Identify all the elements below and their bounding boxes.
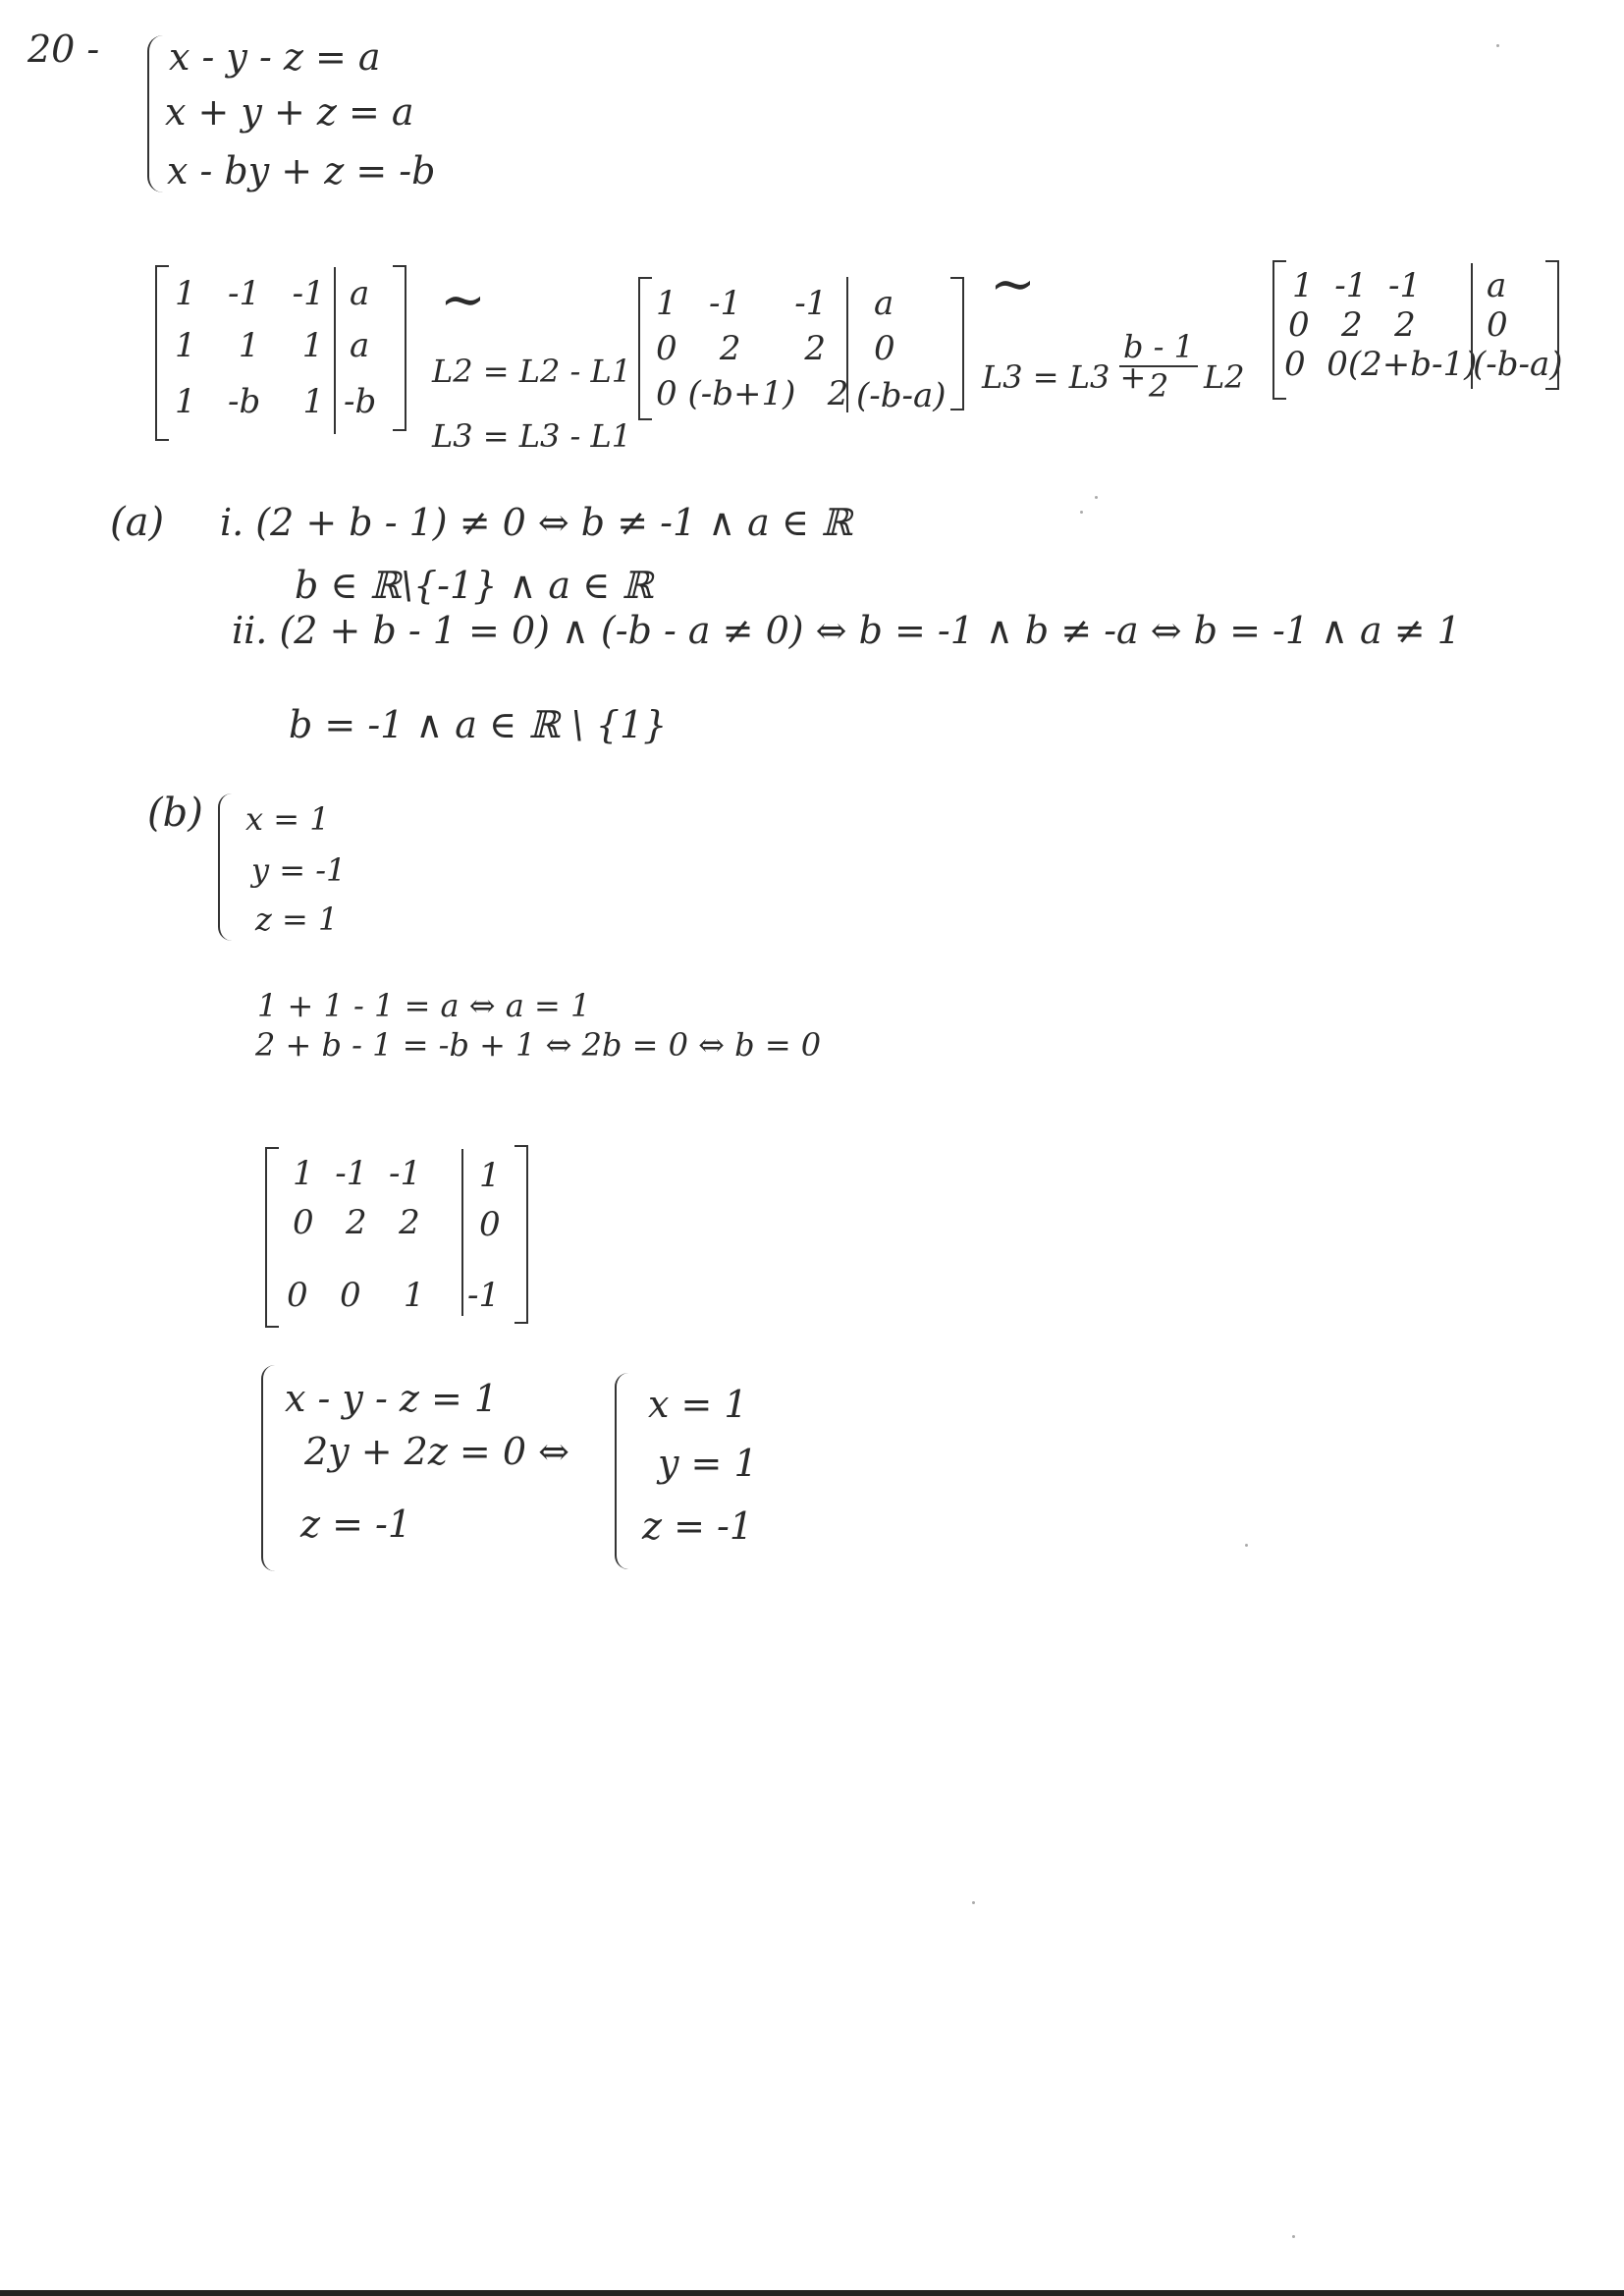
- part-b-eq-2: 2 + b - 1 = -b + 1 ⇔ 2b = 0 ⇔ b = 0: [255, 1026, 822, 1064]
- system-eq-2: x + y + z = a: [165, 90, 414, 134]
- part-b-matrix-separator: [461, 1149, 463, 1316]
- matrix1-rhs-3: -b: [344, 382, 377, 421]
- row-op-3-denominator: 2: [1148, 367, 1169, 405]
- matrix1-row-2: 1 1 1: [175, 326, 324, 365]
- part-b-solution-x: x = 1: [648, 1383, 748, 1426]
- speck: [1095, 496, 1098, 499]
- part-a-ii: ii. (2 + b - 1 = 0) ∧ (-b - a ≠ 0) ⇔ b = -1 ∧ b ≠ -a ⇔ b = -1 ∧ a ≠ 1: [232, 609, 1461, 652]
- row-op-2: L3 = L3 - L1: [432, 417, 632, 455]
- matrix3-rhs-2: 0: [1487, 305, 1508, 345]
- part-b-solution-brace: [615, 1373, 628, 1569]
- matrix2-rhs-2: 0: [874, 329, 895, 368]
- matrix3-row-3: 0 0(2+b-1): [1284, 345, 1478, 384]
- matrix1-right-bracket: [393, 265, 406, 431]
- part-b-matrix-rhs-2: 0: [479, 1205, 501, 1244]
- system-eq-1: x - y - z = a: [169, 35, 381, 79]
- part-b-given-brace: [218, 793, 232, 941]
- part-b-solution-y: y = 1: [658, 1442, 758, 1485]
- part-b-system-eq-2: 2y + 2z = 0 ⇔: [304, 1430, 569, 1473]
- part-a-ii-result: b = -1 ∧ a ∈ ℝ \ {1}: [289, 703, 668, 746]
- part-b-matrix-rhs-3: -1: [467, 1276, 501, 1315]
- speck: [1245, 1544, 1248, 1547]
- matrix2-row-1: 1 -1 -1: [656, 284, 828, 323]
- system-brace: [147, 35, 163, 192]
- part-b-given-x: x = 1: [245, 800, 330, 838]
- speck: [1292, 2235, 1295, 2238]
- row-op-3-prefix: L3 = L3 +: [982, 358, 1147, 396]
- system-eq-3: x - by + z = -b: [167, 149, 436, 192]
- row-op-3-fraction: [1119, 328, 1198, 405]
- matrix3-right-bracket: [1545, 260, 1559, 390]
- matrix2-rhs-3: (-b-a): [856, 376, 947, 415]
- part-a-i-result: b ∈ ℝ\{-1} ∧ a ∈ ℝ: [295, 564, 653, 607]
- tilde-2: ∼: [990, 252, 1036, 316]
- speck: [1080, 511, 1083, 514]
- part-b-matrix-left-bracket: [265, 1147, 279, 1328]
- scan-bottom-edge: [0, 2290, 1624, 2296]
- matrix2-rhs-1: a: [874, 284, 894, 323]
- part-a-label: (a): [110, 500, 165, 545]
- part-b-matrix-row-3: 0 0 1: [287, 1276, 425, 1315]
- part-a-i: i. (2 + b - 1) ≠ 0 ⇔ b ≠ -1 ∧ a ∈ ℝ: [220, 501, 852, 544]
- matrix1-separator: [334, 267, 336, 434]
- matrix3-rhs-1: a: [1487, 266, 1507, 305]
- part-b-given-z: z = 1: [255, 901, 339, 938]
- matrix2-left-bracket: [638, 277, 652, 420]
- matrix2-right-bracket: [950, 277, 964, 410]
- matrix3-row-1: 1 -1 -1: [1292, 266, 1422, 305]
- matrix3-row-2: 0 2 2: [1288, 305, 1416, 345]
- problem-number: 20 -: [27, 27, 100, 71]
- part-b-label: (b): [147, 791, 203, 836]
- matrix1-rhs-2: a: [350, 326, 370, 365]
- part-b-solution-z: z = -1: [642, 1504, 754, 1548]
- matrix1-row-3: 1 -b 1: [175, 382, 325, 421]
- row-op-1: L2 = L2 - L1: [432, 353, 632, 390]
- row-op-3-numerator: b - 1: [1119, 328, 1198, 367]
- matrix2-row-2: 0 2 2: [656, 329, 826, 368]
- part-b-system-brace: [261, 1365, 275, 1571]
- part-b-matrix-row-1: 1 -1 -1: [293, 1154, 422, 1193]
- matrix1-row-1: 1 -1 -1: [175, 274, 325, 313]
- matrix1-left-bracket: [155, 265, 169, 441]
- part-b-eq-1: 1 + 1 - 1 = a ⇔ a = 1: [257, 987, 591, 1024]
- part-b-system-eq-3: z = -1: [300, 1503, 412, 1546]
- part-b-matrix-rhs-1: 1: [479, 1156, 501, 1195]
- part-b-system-eq-1: x - y - z = 1: [285, 1377, 499, 1420]
- part-b-matrix-row-2: 0 2 2: [293, 1203, 420, 1242]
- row-op-3-suffix: L2: [1204, 358, 1245, 396]
- part-b-matrix-right-bracket: [514, 1145, 528, 1324]
- matrix3-rhs-3: (-b-a): [1473, 345, 1563, 384]
- tilde-1: ∼: [440, 268, 486, 332]
- speck: [1496, 44, 1499, 47]
- part-b-given-y: y = -1: [251, 851, 347, 889]
- matrix1-rhs-1: a: [350, 274, 370, 313]
- matrix2-separator: [846, 277, 848, 412]
- matrix2-row-3: 0 (-b+1) 2: [656, 374, 849, 413]
- speck: [972, 1901, 975, 1904]
